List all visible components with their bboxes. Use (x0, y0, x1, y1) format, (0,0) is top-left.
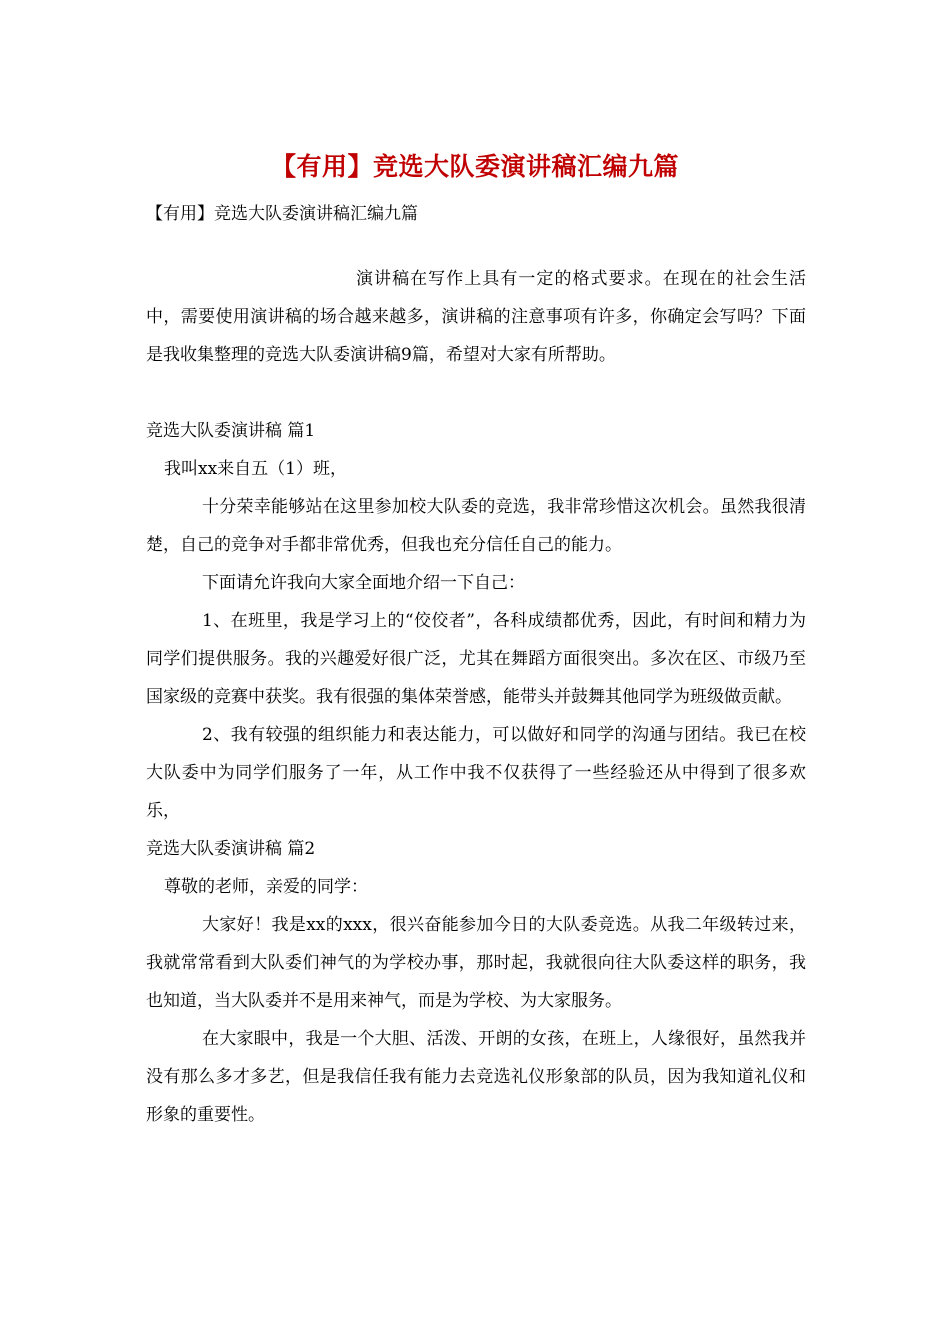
section-heading: 竞选大队委演讲稿 篇2 (146, 839, 316, 859)
intro-paragraph: 演讲稿在写作上具有一定的格式要求。在现在的社会生活中，需要使用演讲稿的场合越来越多，演讲稿的注意事项有许多，你确定会写吗？下面是我收集整理的竞选大队委演讲稿9篇，希望对大家有所帮助。 (146, 269, 806, 365)
salutation: 尊敬的老师，亲爱的同学： (164, 877, 368, 897)
body-paragraph: 十分荣幸能够站在这里参加校大队委的竞选，我非常珍惜这次机会。虽然我很清楚，自己的竞争对手都非常优秀，但我也充分信任自己的能力。 (146, 497, 806, 555)
body-paragraph: 2、我有较强的组织能力和表达能力，可以做好和同学的沟通与团结。我已在校大队委中为同学们服务了一年，从工作中我不仅获得了一些经验还从中得到了很多欢乐， (146, 725, 806, 821)
body-paragraph: 在大家眼中，我是一个大胆、活泼、开朗的女孩，在班上，人缘很好，虽然我并没有那么多才多艺，但是我信任我有能力去竞选礼仪形象部的队员，因为我知道礼仪和形象的重要性。 (146, 1029, 806, 1125)
salutation: 我叫xx来自五（1）班， (164, 459, 347, 479)
document-body (146, 260, 806, 1134)
document-subtitle: 【有用】竞选大队委演讲稿汇编九篇 (146, 204, 418, 224)
document-title: 【有用】竞选大队委演讲稿汇编九篇 (270, 152, 679, 181)
body-paragraph: 1、在班里，我是学习上的“佼佼者”，各科成绩都优秀，因此，有时间和精力为同学们提供服务。我的兴趣爱好很广泛，尤其在舞蹈方面很突出。多次在区、市级乃至国家级的竞赛中获奖。我有很强的集体荣誉感，能带头并鼓舞其他同学为班级做贡献。 (146, 611, 806, 707)
spacer (146, 374, 806, 412)
body-paragraph: 大家好！我是xx的xxx，很兴奋能参加今日的大队委竞选。从我二年级转过来，我就常常看到大队委们神气的为学校办事，那时起，我就很向往大队委这样的职务，我也知道，当大队委并不是用来神气，而是为学校、为大家服务。 (146, 915, 806, 1011)
section-heading: 竞选大队委演讲稿 篇1 (146, 421, 316, 441)
body-paragraph: 下面请允许我向大家全面地介绍一下自己： (202, 573, 525, 593)
